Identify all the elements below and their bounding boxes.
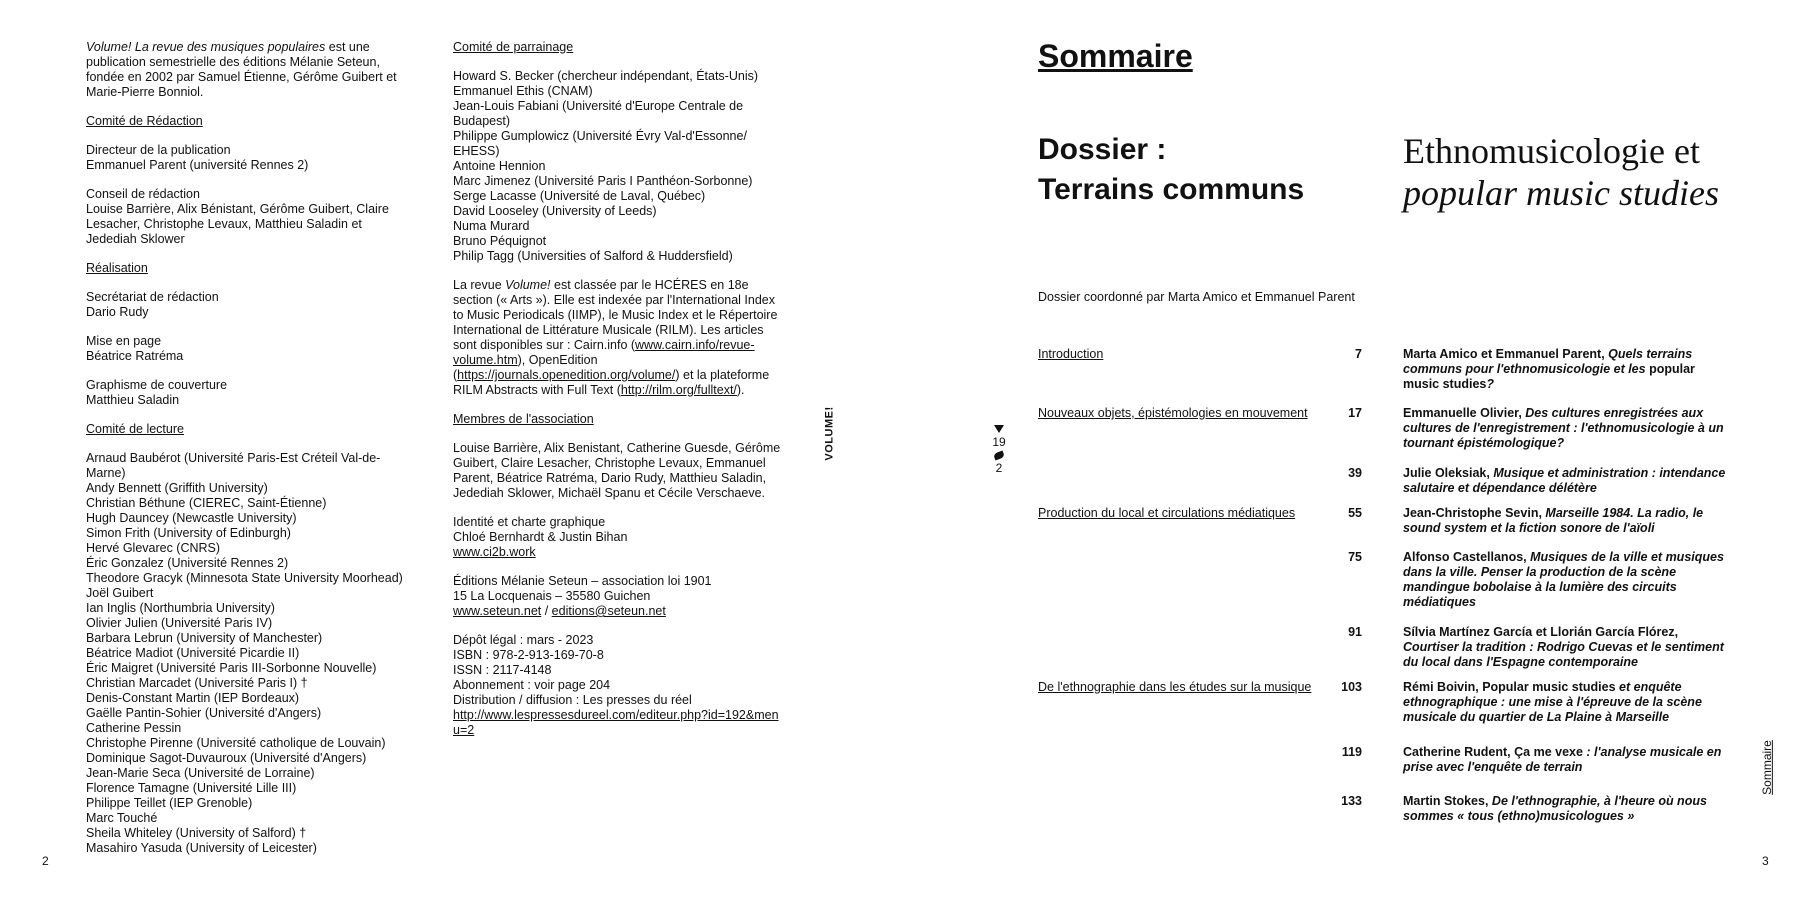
toc-page-number: 55 (1348, 506, 1362, 520)
leaf-icon (993, 451, 1005, 461)
list-item: Howard S. Becker (chercheur indépendant, États-Unis) (453, 69, 759, 83)
list-item: Marc Jimenez (Université Paris I Panthéon-Sorbonne) (453, 174, 753, 188)
toc-page-number: 103 (1341, 680, 1362, 694)
cover-label: Graphisme de couverture (86, 378, 228, 392)
journal-name-inline: Volume! (505, 278, 551, 292)
distribution-link[interactable]: http://www.lespressesdureel.com/editeur.php?id=192&menu=2 (453, 708, 779, 737)
publisher-line-1: Éditions Mélanie Seteun – association loi 1901 (453, 574, 712, 588)
secretariat-block (86, 290, 411, 320)
secretariat-label: Secrétariat de rédaction (86, 290, 219, 304)
openedition-link[interactable]: https://journals.openedition.org/volume/ (457, 368, 676, 382)
association-heading: Membres de l'association (453, 412, 594, 426)
list-item: Sheila Whiteley (University of Salford) † (86, 826, 307, 840)
publisher-block (453, 574, 783, 619)
list-item: Hervé Glevarec (CNRS) (86, 541, 221, 555)
director-label: Directeur de la publication (86, 143, 231, 157)
toc-entry[interactable]: Julie Oleksiak, Musique et administration : intendance salutaire et dépendance délétère (1403, 466, 1726, 495)
list-item: Philip Tagg (Universities of Salford & Huddersfield) (453, 249, 733, 263)
toc-entry[interactable]: Emmanuelle Olivier, Des cultures enregistrées aux cultures de l'enregistrement : l'ethnomusicologie à un tournant épistémologique? (1403, 406, 1724, 450)
reading-heading: Comité de lecture (86, 422, 184, 436)
masthead-column-1 (86, 40, 411, 856)
toc-entry[interactable]: Rémi Boivin, Popular music studies et enquête ethnographique : une mise à l'épreuve de la scène musicale du quartier de La Plaine à Marseille (1403, 680, 1702, 724)
toc-page-number: 39 (1348, 466, 1362, 480)
list-item: Masahiro Yasuda (University of Leicester) (86, 841, 317, 855)
list-item: Christophe Pirenne (Université catholique de Louvain) (86, 736, 386, 750)
vertical-section-label: Sommaire (1759, 740, 1774, 795)
list-item: Antoine Hennion (453, 159, 546, 173)
page-number-right: 3 (1762, 854, 1769, 868)
layout-label: Mise en page (86, 334, 162, 348)
identity-label: Identité et charte graphique (453, 515, 606, 529)
legal-line: Abonnement : voir page 204 (453, 678, 611, 692)
identity-block (453, 515, 783, 560)
redaction-heading: Comité de Rédaction (86, 114, 203, 128)
toc-entry[interactable]: Sílvia Martínez García et Llorián García Flórez, Courtiser la tradition : Rodrigo Cuevas et le sentiment du local dans l'Espagne contemporaine (1403, 625, 1724, 669)
layout-block (86, 334, 411, 364)
list-item: Dominique Sagot-Duvauroux (Université d'Angers) (86, 751, 367, 765)
layout-name: Béatrice Ratréma (86, 349, 184, 363)
legal-line: ISSN : 2117-4148 (453, 663, 552, 677)
coordination-note: Dossier coordonné par Marta Amico et Emmanuel Parent (1038, 290, 1355, 304)
list-item: Philippe Teillet (IEP Grenoble) (86, 796, 253, 810)
rilm-link[interactable]: http://rilm.org/fulltext/ (620, 383, 737, 397)
list-item: Ian Inglis (Northumbria University) (86, 601, 275, 615)
email-link[interactable]: editions@seteun.net (551, 604, 666, 618)
cover-name: Matthieu Saladin (86, 393, 180, 407)
council-block (86, 187, 411, 247)
logo-number-top: 19 (992, 435, 1006, 449)
indexing-paragraph: La revue Volume! est classée par le HCÉRES en 18e section (« Arts »). Elle est indexée par l'International Index to Music Periodicals (IIMP), le Music Index et le Répertoire International de Littérature Musicale (RILM). Les articles sont disponibles sur : Cairn.info (www.cairn.info/revue-volume.htm), OpenEdition (https://journals.openedition.org/volume/) et la plateforme RILM Abstracts with Full Text (http://rilm.org/fulltext/). (453, 278, 778, 397)
section-ethnographie[interactable]: De l'ethnographie dans les études sur la musique (1038, 680, 1312, 694)
toc-page-number: 7 (1355, 347, 1362, 361)
secretariat-name: Dario Rudy (86, 305, 149, 319)
toc-entry[interactable]: Marta Amico et Emmanuel Parent, Quels terrains communs pour l'ethnomusicologie et les popular music studies? (1403, 347, 1695, 391)
list-item: Philippe Gumplowicz (Université Évry Val-d'Essonne/ EHESS) (453, 129, 747, 158)
list-item: Numa Murard (453, 219, 530, 233)
council-names: Louise Barrière, Alix Bénistant, Gérôme Guibert, Claire Lesacher, Christophe Levaux, Matthieu Saladin et Jedediah Sklower (86, 202, 389, 246)
legal-line: Distribution / diffusion : Les presses du réel (453, 693, 692, 707)
spine-label: VOLUME! (823, 406, 836, 461)
page-number-left: 2 (42, 854, 49, 868)
list-item: Emmanuel Ethis (CNAM) (453, 84, 593, 98)
toc-page-number: 91 (1348, 625, 1362, 639)
list-item: Denis-Constant Martin (IEP Bordeaux) (86, 691, 300, 705)
list-item: Éric Maigret (Université Paris III-Sorbonne Nouvelle) (86, 661, 377, 675)
list-item: Marc Touché (86, 811, 158, 825)
list-item: Simon Frith (University of Edinburgh) (86, 526, 291, 540)
realisation-heading: Réalisation (86, 261, 148, 275)
toc-page-number: 133 (1341, 794, 1362, 808)
list-item: Bruno Péquignot (453, 234, 547, 248)
seteun-link[interactable]: www.seteun.net (453, 604, 542, 618)
identity-names: Chloé Bernhardt & Justin Bihan (453, 530, 628, 544)
toc-entry[interactable]: Jean-Christophe Sevin, Marseille 1984. La radio, le sound system et la fiction sonore de l'aïoli (1403, 506, 1704, 535)
patronage-heading: Comité de parrainage (453, 40, 574, 54)
dossier-theme: Ethnomusicologie et popular music studies (1403, 131, 1720, 213)
association-members: Louise Barrière, Alix Benistant, Catherine Guesde, Gérôme Guibert, Claire Lesacher, Christophe Levaux, Emmanuel Parent, Béatrice Ratréma, Dario Rudy, Matthieu Saladin, Jedediah Sklower, Michaël Spanu et Cécile Verschaeve. (453, 441, 781, 500)
toc-page-number: 119 (1341, 745, 1362, 759)
dossier-heading: Dossier : Terrains communs (1038, 133, 1305, 206)
list-item: Andy Bennett (Griffith University) (86, 481, 268, 495)
list-item: Gaëlle Pantin-Sohier (Université d'Angers) (86, 706, 322, 720)
list-item: Christian Marcadet (Université Paris I) † (86, 676, 308, 690)
journal-logo (985, 425, 1013, 475)
cairn-link[interactable]: www.cairn.info/revue-volume.htm (453, 338, 755, 367)
list-item: Olivier Julien (Université Paris IV) (86, 616, 273, 630)
intro-text: est une publication semestrielle des éditions Mélanie Seteun, fondée en 2002 par Samuel Étienne, Gérôme Guibert et Marie-Pierre Bonniol. (86, 40, 397, 99)
masthead-column-2 (453, 40, 783, 738)
reading-members-list (86, 451, 411, 856)
list-item: Béatrice Madiot (Université Picardie II) (86, 646, 300, 660)
section-nouveaux-objets[interactable]: Nouveaux objets, épistémologies en mouvement (1038, 406, 1308, 420)
section-production-locale[interactable]: Production du local et circulations médiatiques (1038, 506, 1296, 520)
legal-line: Dépôt légal : mars - 2023 (453, 633, 594, 647)
page-title: Sommaire (1038, 38, 1193, 74)
toc-page-number: 75 (1348, 550, 1362, 564)
cover-block (86, 378, 411, 408)
list-item: Christian Béthune (CIEREC, Saint-Étienne) (86, 496, 327, 510)
toc-entry[interactable]: Catherine Rudent, Ça me vexe : l'analyse musicale en prise avec l'enquête de terrain (1403, 745, 1722, 774)
toc-entry[interactable]: Alfonso Castellanos, Musiques de la ville et musiques dans la ville. Penser la production de la scène mandingue bobolaise à la lumière des circuits médiatiques (1403, 550, 1724, 609)
intro-paragraph (86, 40, 411, 100)
logo-number-bottom: 2 (995, 461, 1003, 475)
list-item: Catherine Pessin (86, 721, 182, 735)
director-block (86, 143, 411, 173)
list-item: Florence Tamagne (Université Lille III) (86, 781, 297, 795)
list-item: Jean-Louis Fabiani (Université d'Europe Centrale de Budapest) (453, 99, 744, 128)
list-item: Barbara Lebrun (University of Manchester) (86, 631, 323, 645)
list-item: Arnaud Baubérot (Université Paris-Est Créteil Val-de-Marne) (86, 451, 381, 480)
list-item: Éric Gonzalez (Université Rennes 2) (86, 556, 289, 570)
legal-block (453, 633, 783, 738)
director-name: Emmanuel Parent (université Rennes 2) (86, 158, 309, 172)
logo-chevron-icon (994, 425, 1004, 433)
legal-line: ISBN : 978-2-913-169-70-8 (453, 648, 604, 662)
list-item: Hugh Dauncey (Newcastle University) (86, 511, 297, 525)
list-item: Theodore Gracyk (Minnesota State University Moorhead) (86, 571, 403, 585)
publisher-links: www.seteun.net / editions@seteun.net (453, 604, 666, 618)
section-introduction[interactable]: Introduction (1038, 347, 1104, 361)
toc-page-number: 17 (1348, 406, 1362, 420)
list-item: Joël Guibert (86, 586, 154, 600)
toc-entry[interactable]: Martin Stokes, De l'ethnographie, à l'heure où nous sommes « tous (ethno)musicologues » (1403, 794, 1707, 823)
patronage-members-list (453, 69, 783, 264)
list-item: Jean-Marie Seca (Université de Lorraine) (86, 766, 315, 780)
list-item: Serge Lacasse (Université de Laval, Québec) (453, 189, 706, 203)
publisher-line-2: 15 La Locquenais – 35580 Guichen (453, 589, 651, 603)
ci2b-link[interactable]: www.ci2b.work (453, 545, 536, 559)
council-label: Conseil de rédaction (86, 187, 200, 201)
journal-name: Volume! La revue des musiques populaires (86, 40, 326, 54)
list-item: David Looseley (University of Leeds) (453, 204, 657, 218)
